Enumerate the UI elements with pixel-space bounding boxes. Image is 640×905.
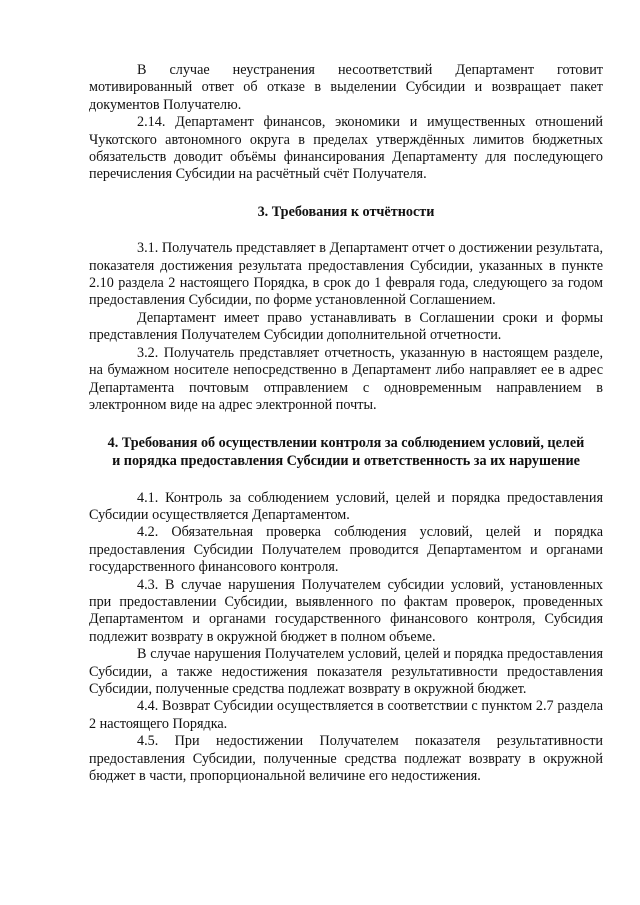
paragraph-4-4: 4.4. Возврат Субсидии осуществляется в соответствии с пунктом 2.7 раздела 2 настоящего Порядка. [89, 698, 603, 732]
paragraph-2-14: 2.14. Департамент финансов, экономики и имущественных отношений Чукотского автономного округа в пределах утверждённых лимитов бюджетных обязательств доводит объёмы финансирования Департаменту для последующего перечисления Субсидии на расчётный счёт Получателя. [89, 114, 603, 183]
paragraph-3-1: 3.1. Получатель представляет в Департамент отчет о достижении результата, показателя достижения результата предоставления Субсидии, указанных в пункте 2.10 раздела 2 настоящего Порядка, в срок до 1 февраля года, следующего за годом предоставления Субсидии, по форме установленной Соглашением. [89, 240, 603, 309]
section-4-heading [89, 435, 603, 470]
section-3-heading: 3. Требования к отчётности [257, 203, 435, 220]
paragraph-4-1: 4.1. Контроль за соблюдением условий, целей и порядка предоставления Субсидии осуществляется Департаментом. [89, 489, 603, 523]
paragraph-3-2: 3.2. Получатель представляет отчетность, указанную в настоящем разделе, на бумажном носителе непосредственно в Департамент либо направляет ее в адрес Департамента почтовым отправлением с одновременным направлением в электронном виде на адрес электронной почты. [89, 344, 603, 413]
paragraph-4-5: 4.5. При недостижении Получателем показателя результативности предоставления Субсидии, полученные средства подлежат возврату в окружной бюджет в части, пропорциональной величине его недостижения. [89, 733, 603, 784]
paragraph-3-1-extra: Департамент имеет право устанавливать в Соглашении сроки и формы представления Получателем Субсидии дополнительной отчетности. [89, 309, 603, 344]
section-4-heading-line-2: и порядка предоставления Субсидии и ответственность за их нарушение [112, 452, 580, 469]
document-page [89, 62, 603, 785]
paragraph-refusal: В случае неустранения несоответствий Департамент готовит мотивированный ответ об отказе в выделении Субсидии и возвращает пакет документов Получателю. [89, 62, 603, 113]
paragraph-4-3-extra: В случае нарушения Получателем условий, целей и порядка предоставления Субсидии, а также недостижения показателя результативности предоставления Субсидии, полученные средства подлежат возврату в окружной бюджет. [89, 646, 603, 697]
paragraph-4-2: 4.2. Обязательная проверка соблюдения условий, целей и порядка предоставления Субсидии Получателем проводится Департаментом и органами государственного финансового контроля. [89, 524, 603, 576]
paragraph-4-3: 4.3. В случае нарушения Получателем субсидии условий, установленных при предоставлении Субсидии, выявленного по фактам проверок, проведенных Департаментом и органами государственного финансового контроля, Субсидия подлежит возврату в окружной бюджет в полном объеме. [89, 576, 603, 645]
section-4-heading-line-1: 4. Требования об осуществлении контроля за соблюдением условий, целей [107, 435, 585, 452]
